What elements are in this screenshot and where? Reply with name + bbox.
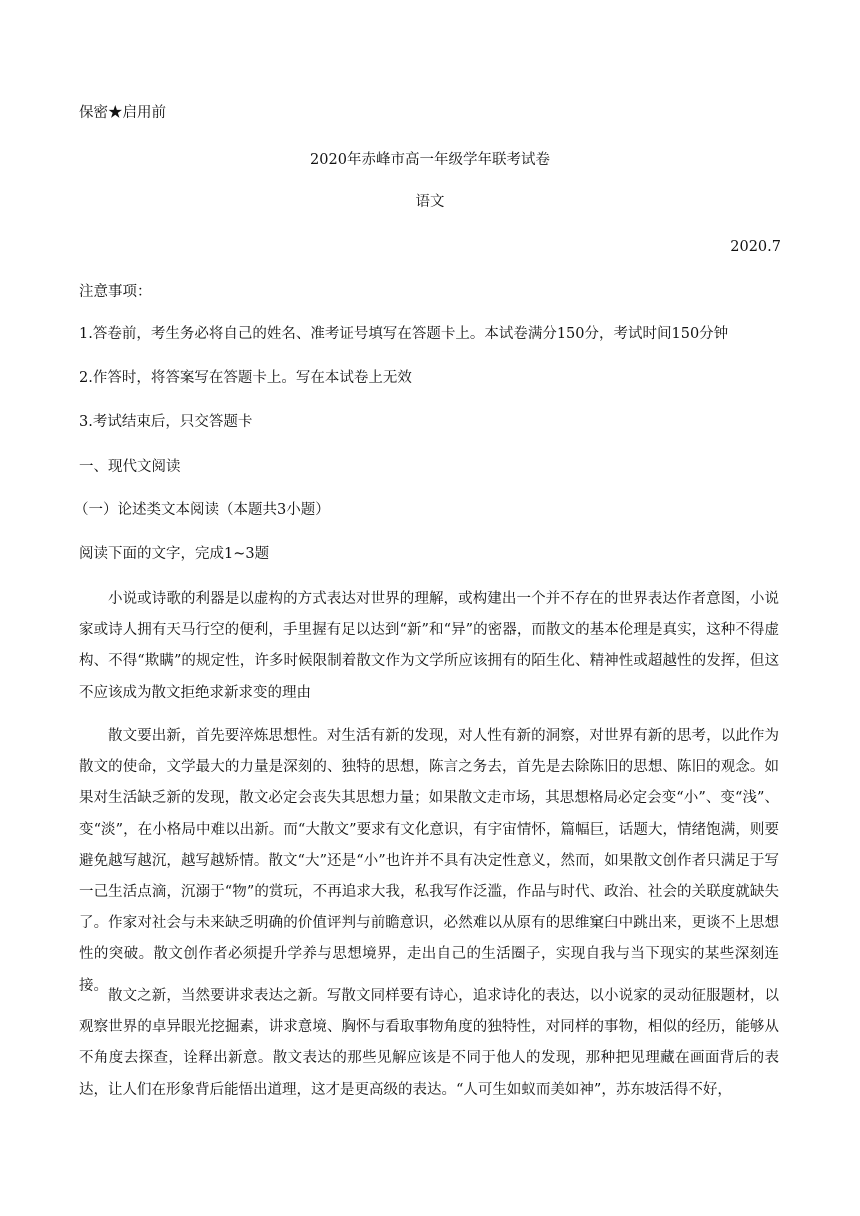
- exam-title: 2020年赤峰市高一年级学年联考试卷: [310, 152, 550, 168]
- subsection-heading: （一）论述类文本阅读（本题共3小题）: [74, 502, 330, 518]
- confidential-label: 保密★启用前: [79, 105, 166, 121]
- passage-paragraph: 散文要出新，首先要淬炼思想性。对生活有新的发现，对人性有新的洞察，对世界有新的思考，以此作为散文的使命，文学最大的力量是深刻的、独特的思想，陈言之务去，首先是去除陈旧的思想、陈旧的观念。如果对生活缺乏新的发现，散文必定会丧失其思想力量；如果散文走市场，其思想格局必定会变“小”、变“浅”、变“淡”，在小格局中难以出新。而“大散文”要求有文化意识，有宇宙情怀，篇幅巨，话题大，情绪饱满，则要避免越写越沉，越写越矫情。散文“大”还是“小”也许并不具有决定性意义，然而，如果散文创作者只满足于写一己生活点滴，沉溺于“物”的赏玩，不再追求大我，私我写作泛滥，作品与时代、政治、社会的关联度就缺失了。作家对社会与未来缺乏明确的价值评判与前瞻意识，必然难以从原有的思维窠臼中跳出来，更谈不上思想性的突破。散文创作者必须提升学养与思想境界，走出自己的生活圈子，实现自我与当下现实的某些深刻连接。: [79, 728, 779, 994]
- section-heading: 一、现代文阅读: [79, 459, 181, 475]
- note-item: 3.考试结束后，只交答题卡: [79, 414, 253, 430]
- passage-paragraph: 散文之新，当然要讲求表达之新。写散文同样要有诗心，追求诗化的表达，以小说家的灵动征服题材，以观察世界的卓异眼光挖掘素，讲求意境、胸怀与看取事物角度的独特性，对同样的事物，相似的经历，能够从不角度去探查，诠释出新意。散文表达的那些见解应该是不同于他人的发现，那种把见理藏在画面背后的表达，让人们在形象背后能悟出道理，这才是更高级的表达。“人可生如蚁而美如神”，苏东坡活得不好，: [79, 988, 779, 1098]
- note-item: 1.答卷前，考生务必将自己的姓名、准考证号填写在答题卡上。本试卷满分150分，考试时间150分钟: [79, 326, 729, 342]
- exam-date: 2020.7: [730, 239, 781, 255]
- notes-heading: 注意事项：: [79, 284, 152, 300]
- note-item: 2.作答时，将答案写在答题卡上。写在本试卷上无效: [79, 370, 412, 386]
- subject-title: 语文: [415, 194, 445, 210]
- passage-paragraph: 小说或诗歌的利器是以虚构的方式表达对世界的理解，或构建出一个并不存在的世界表达作者意图，小说家或诗人拥有天马行空的便利，手里握有足以达到“新”和“异”的密器，而散文的基本伦理是真实，这种不得虚构、不得“欺瞒”的规定性，许多时候限制着散文作为文学所应该拥有的陌生化、精神性或超越性的发挥，但这不应该成为散文拒绝求新求变的理由: [79, 591, 779, 701]
- reading-instruction: 阅读下面的文字，完成1~3题: [79, 546, 270, 562]
